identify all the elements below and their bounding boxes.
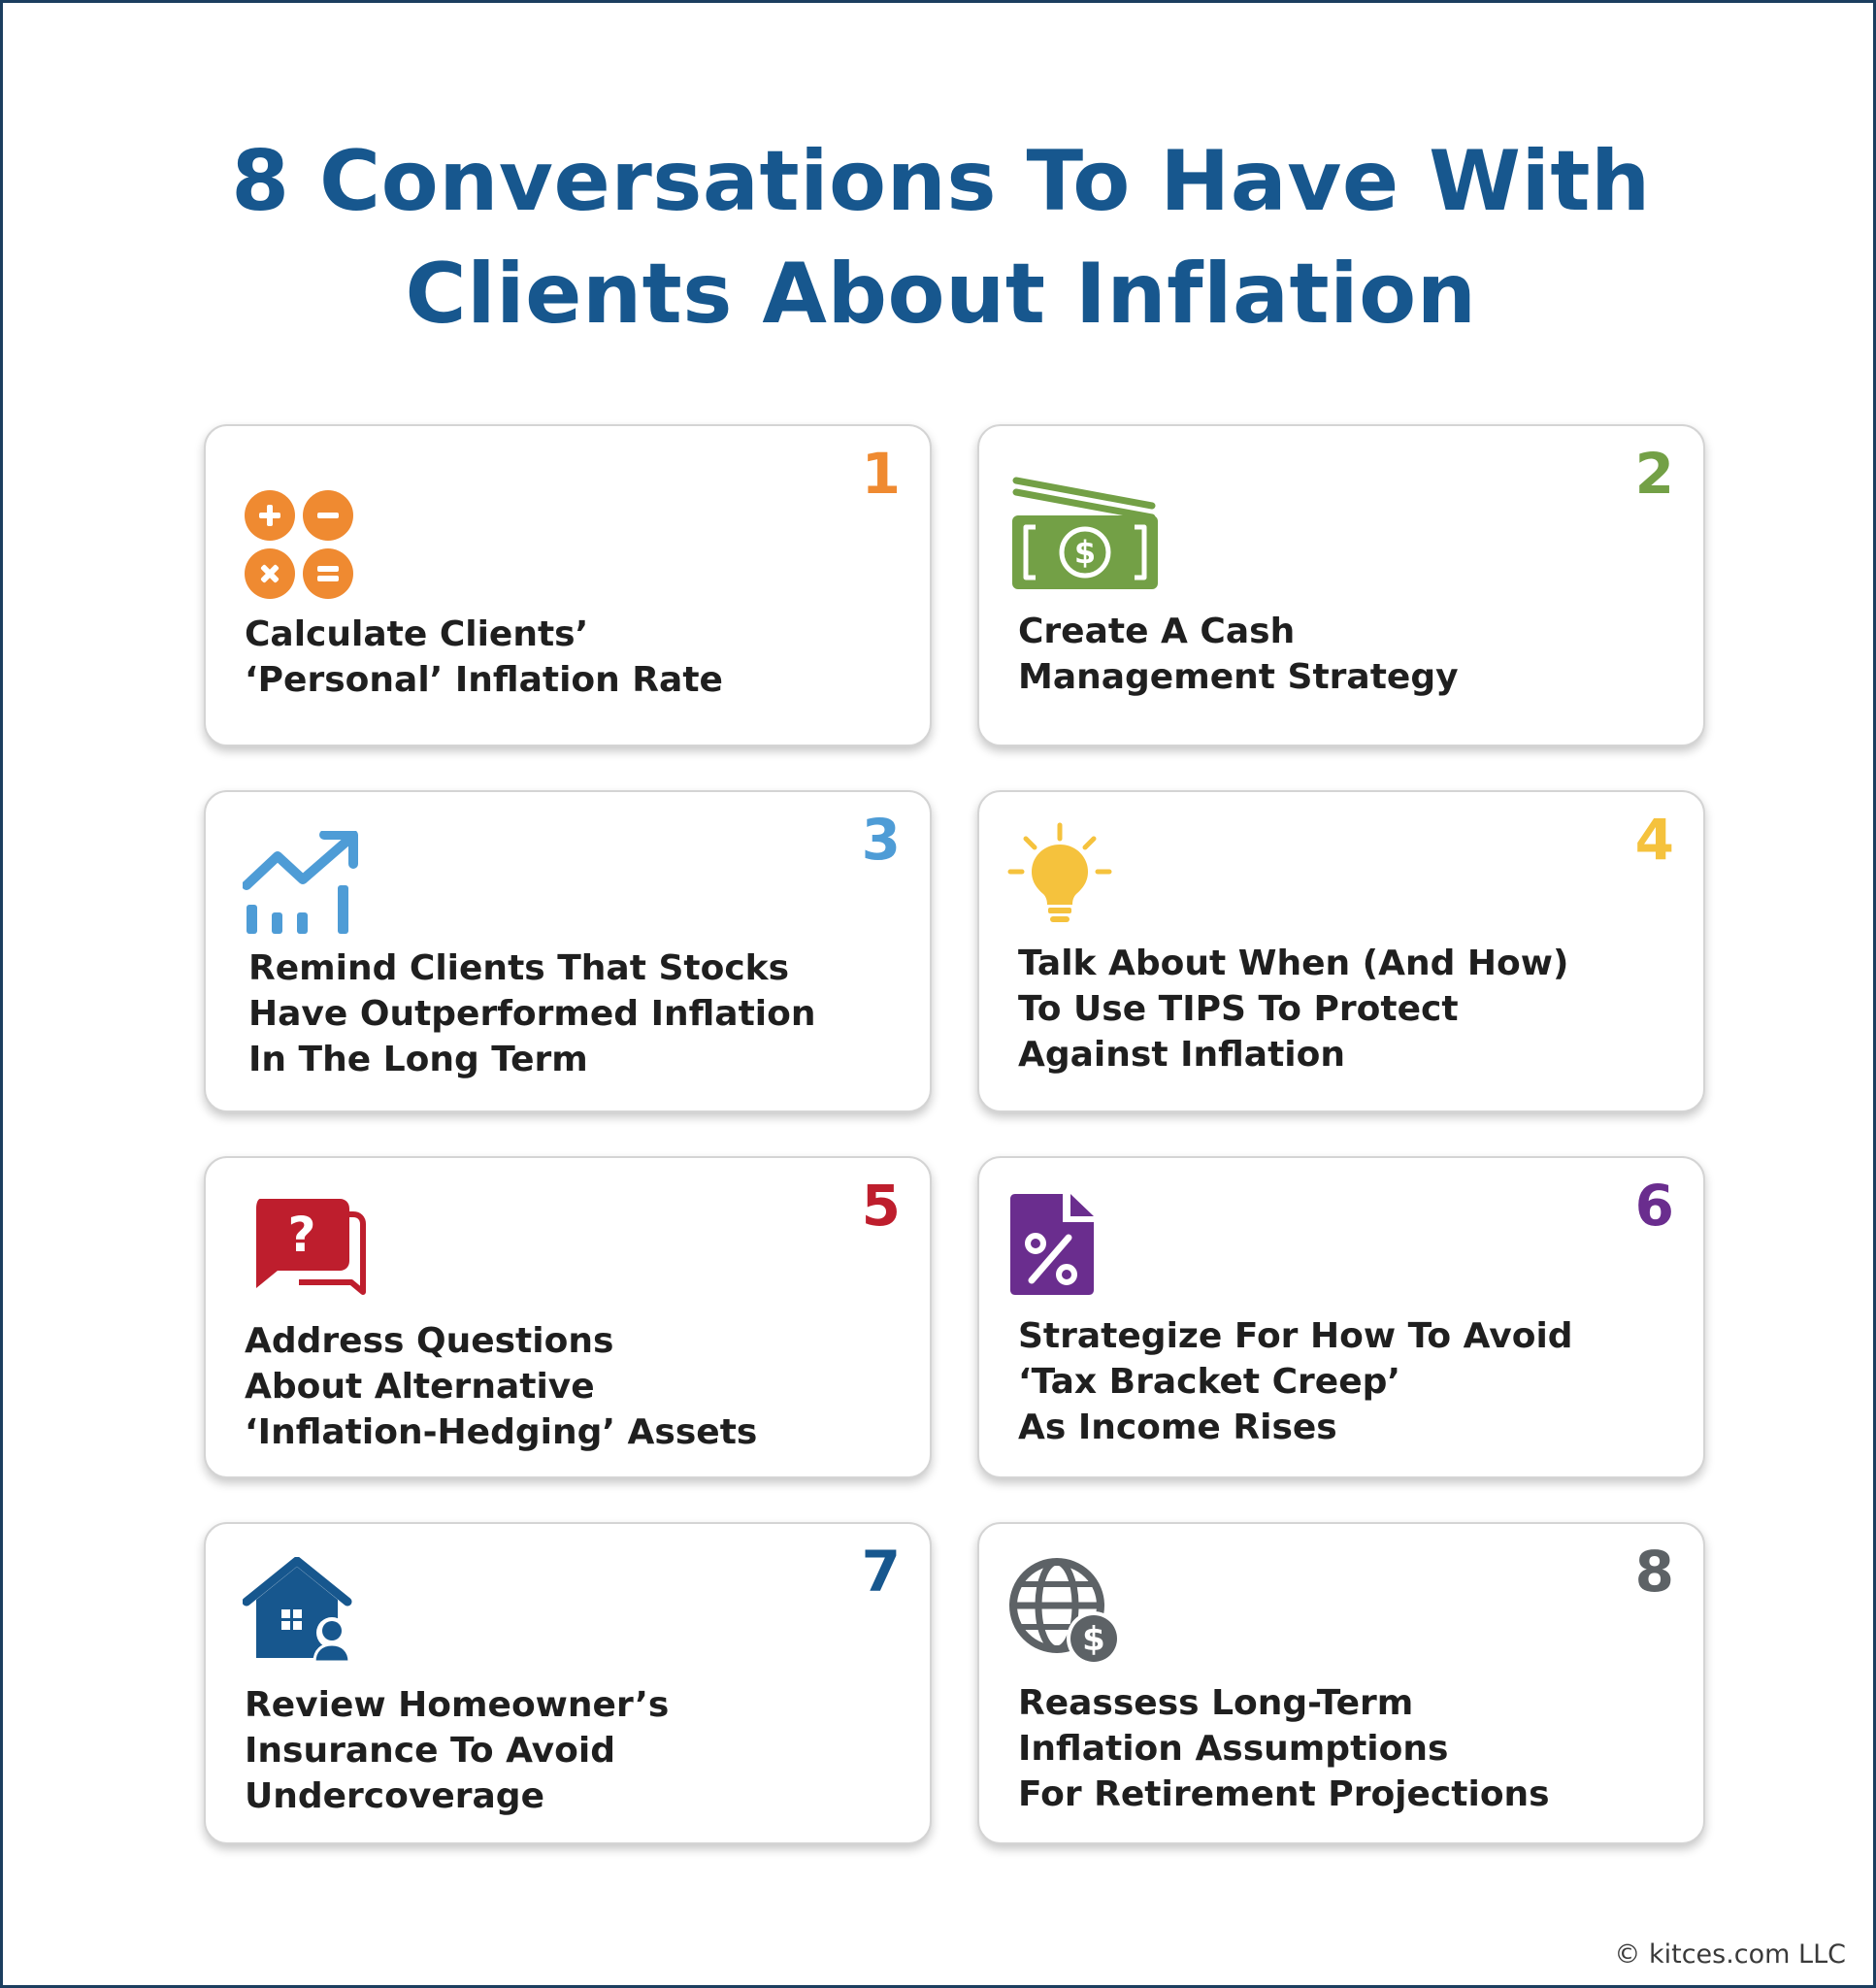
title-line-1: 8 Conversations To Have With xyxy=(231,133,1651,230)
svg-text:$: $ xyxy=(1082,1620,1105,1659)
card-number: 8 xyxy=(1634,1539,1674,1605)
card-7 xyxy=(204,1522,932,1844)
card-text xyxy=(245,1318,901,1455)
lightbulb-icon xyxy=(1006,821,1113,928)
question-chat-icon xyxy=(250,1195,367,1300)
card-number: 7 xyxy=(861,1539,901,1605)
house-person-icon xyxy=(243,1557,355,1662)
card-text-line: Talk About When (And How) xyxy=(1018,944,1569,983)
svg-text:$: $ xyxy=(1073,534,1097,571)
card-number: 3 xyxy=(861,807,901,873)
calculator-symbols-icon xyxy=(245,490,353,599)
card-text-line: Undercoverage xyxy=(245,1776,544,1816)
card-text xyxy=(248,945,901,1082)
card-text-line: In The Long Term xyxy=(248,1040,588,1079)
card-8 xyxy=(977,1522,1705,1844)
card-text-line: Address Questions xyxy=(245,1321,614,1361)
card-2 xyxy=(977,424,1705,746)
cash-bills-icon xyxy=(1010,469,1160,591)
card-number: 1 xyxy=(861,441,901,507)
card-text xyxy=(1018,1313,1674,1450)
card-text xyxy=(245,612,901,703)
card-number: 5 xyxy=(861,1173,901,1239)
card-text-line: To Use TIPS To Protect xyxy=(1018,989,1459,1029)
card-text xyxy=(1018,1680,1674,1817)
card-text-line: Against Inflation xyxy=(1018,1035,1345,1075)
percent-document-icon xyxy=(1008,1193,1096,1296)
card-text-line: Insurance To Avoid xyxy=(245,1731,615,1771)
card-text-line: ‘Personal’ Inflation Rate xyxy=(245,660,723,700)
svg-text:?: ? xyxy=(287,1207,316,1263)
card-text-line: Strategize For How To Avoid xyxy=(1018,1316,1573,1356)
card-text-line: As Income Rises xyxy=(1018,1408,1337,1447)
trending-chart-icon xyxy=(243,831,359,938)
card-number: 6 xyxy=(1634,1173,1674,1239)
card-text-line: Inflation Assumptions xyxy=(1018,1729,1449,1769)
card-number: 4 xyxy=(1634,807,1674,873)
globe-dollar-icon xyxy=(1008,1557,1123,1668)
card-6 xyxy=(977,1156,1705,1478)
card-text xyxy=(1018,609,1674,700)
card-text-line: ‘Inflation-Hedging’ Assets xyxy=(245,1412,758,1452)
card-1 xyxy=(204,424,932,746)
card-text-line: Create A Cash xyxy=(1018,612,1296,651)
card-3 xyxy=(204,790,932,1112)
card-5 xyxy=(204,1156,932,1478)
card-text xyxy=(1018,941,1674,1077)
card-text-line: ‘Tax Bracket Creep’ xyxy=(1018,1362,1401,1402)
card-text-line: Reassess Long-Term xyxy=(1018,1683,1414,1723)
card-text-line: About Alternative xyxy=(245,1367,595,1407)
card-text-line: Management Strategy xyxy=(1018,657,1459,697)
card-text-line: For Retirement Projections xyxy=(1018,1774,1550,1814)
card-text-line: Calculate Clients’ xyxy=(245,614,589,654)
card-text-line: Have Outperformed Inflation xyxy=(248,994,816,1034)
card-text-line: Review Homeowner’s xyxy=(245,1685,670,1725)
card-text-line: Remind Clients That Stocks xyxy=(248,948,790,988)
title-line-2: Clients About Inflation xyxy=(405,246,1477,343)
card-number: 2 xyxy=(1634,441,1674,507)
card-text xyxy=(245,1682,901,1819)
copyright-credit: © kitces.com LLC xyxy=(1614,1939,1846,1970)
card-4 xyxy=(977,790,1705,1112)
